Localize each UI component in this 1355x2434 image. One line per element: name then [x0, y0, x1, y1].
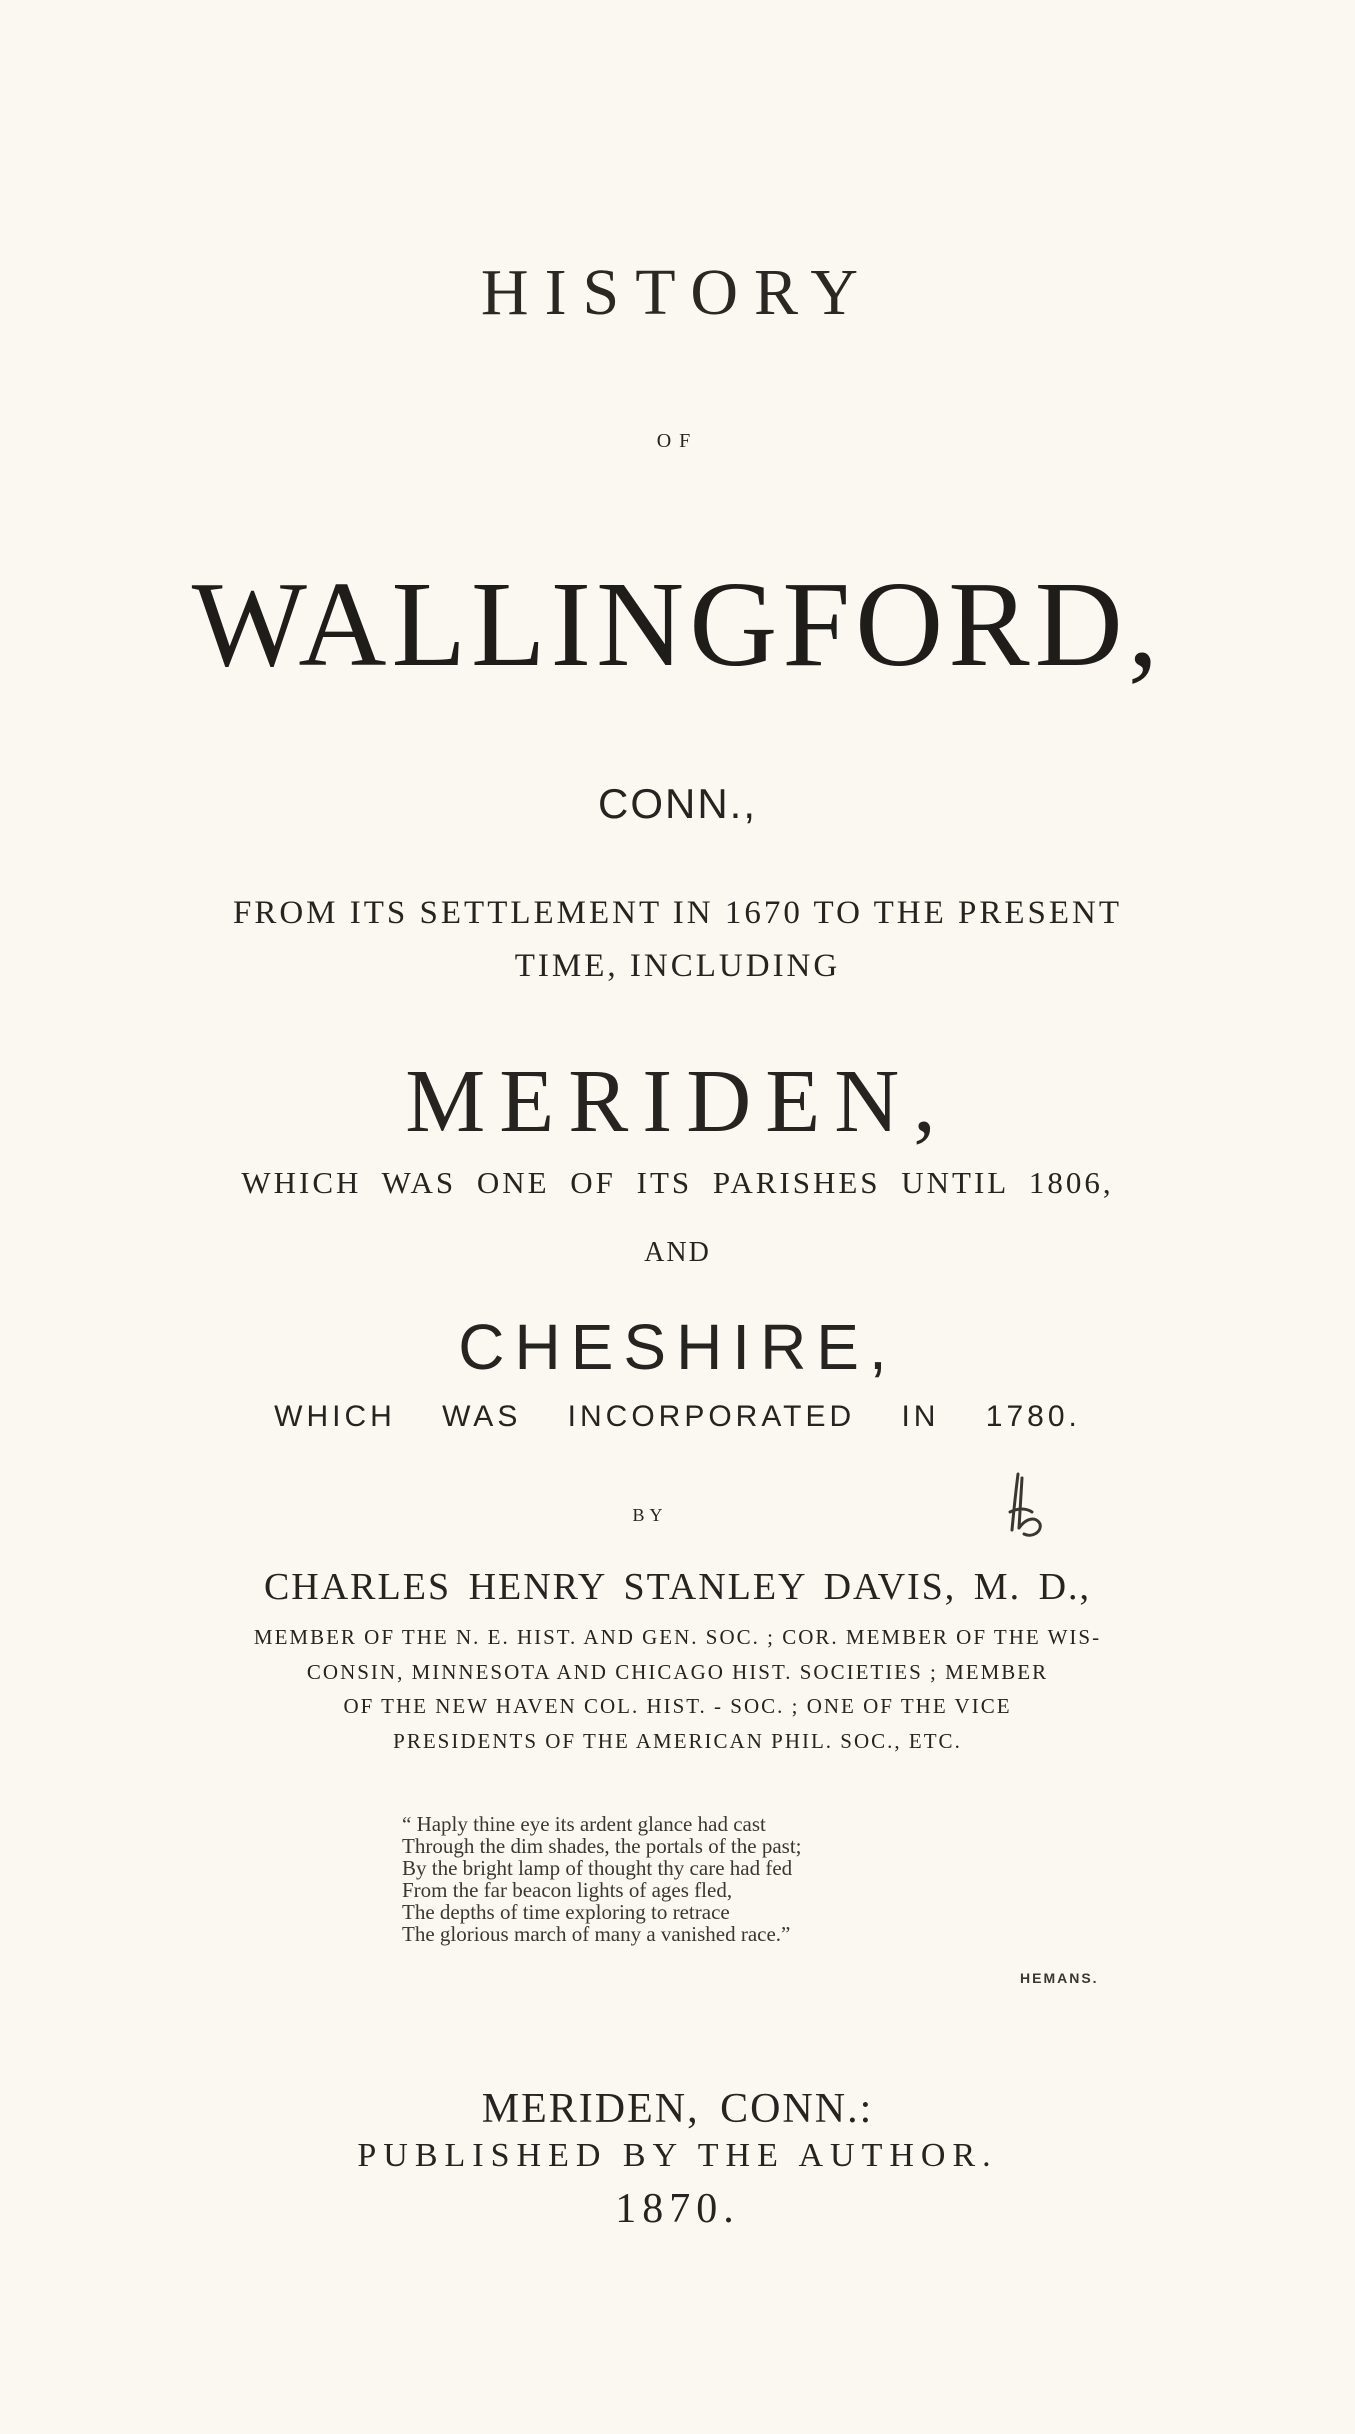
meriden-note: WHICH WAS ONE OF ITS PARISHES UNTIL 1806, — [241, 1165, 1114, 1200]
imprint-city: MERIDEN, CONN.: — [481, 2086, 874, 2132]
title-history: HISTORY — [480, 256, 875, 329]
author-membership-line: OF THE NEW HAVEN COL. HIST. - SOC. ; ONE OF THE VICE — [343, 1694, 1012, 1718]
epigraph-line: From the far beacon lights of ages fled, — [402, 1878, 733, 1902]
epigraph-line: The depths of time exploring to retrace — [402, 1900, 730, 1924]
epigraph-line: “ Haply thine eye its ardent glance had cast — [402, 1812, 766, 1836]
epigraph-poem — [402, 1813, 1042, 1945]
cheshire-note: WHICH WAS INCORPORATED IN 1780. — [274, 1400, 1081, 1433]
subtitle-line-2: TIME, INCLUDING — [514, 948, 841, 984]
conjunction-and: AND — [644, 1237, 711, 1268]
author-name: CHARLES HENRY STANLEY DAVIS, M. D., — [263, 1566, 1092, 1608]
title-meriden: MERIDEN, — [405, 1052, 950, 1151]
subtitle-line-1: FROM ITS SETTLEMENT IN 1670 TO THE PRESENT — [232, 895, 1122, 931]
imprint-publisher: PUBLISHED BY THE AUTHOR. — [357, 2137, 998, 2174]
epigraph-attribution: HEMANS. — [1020, 1970, 1099, 1986]
by-label: BY — [632, 1505, 668, 1525]
title-conn: CONN., — [598, 780, 757, 827]
title-wallingford: WALLINGFORD, — [191, 557, 1164, 692]
author-membership-line: CONSIN, MINNESOTA AND CHICAGO HIST. SOCIETIES ; MEMBER — [306, 1660, 1049, 1684]
epigraph-line: The glorious march of many a vanished race.” — [402, 1922, 791, 1946]
epigraph-line: Through the dim shades, the portals of the past; — [402, 1834, 802, 1858]
title-of: OF — [656, 430, 699, 452]
author-membership-line: MEMBER OF THE N. E. HIST. AND GEN. SOC. ; COR. MEMBER OF THE WIS- — [253, 1625, 1102, 1649]
epigraph-line: By the bright lamp of thought thy care had fed — [402, 1856, 793, 1880]
title-cheshire: CHESHIRE, — [458, 1311, 897, 1383]
imprint-year: 1870. — [615, 2186, 740, 2232]
author-membership-line: PRESIDENTS OF THE AMERICAN PHIL. SOC., ETC. — [393, 1729, 962, 1753]
library-monogram-mark — [1002, 1468, 1048, 1548]
